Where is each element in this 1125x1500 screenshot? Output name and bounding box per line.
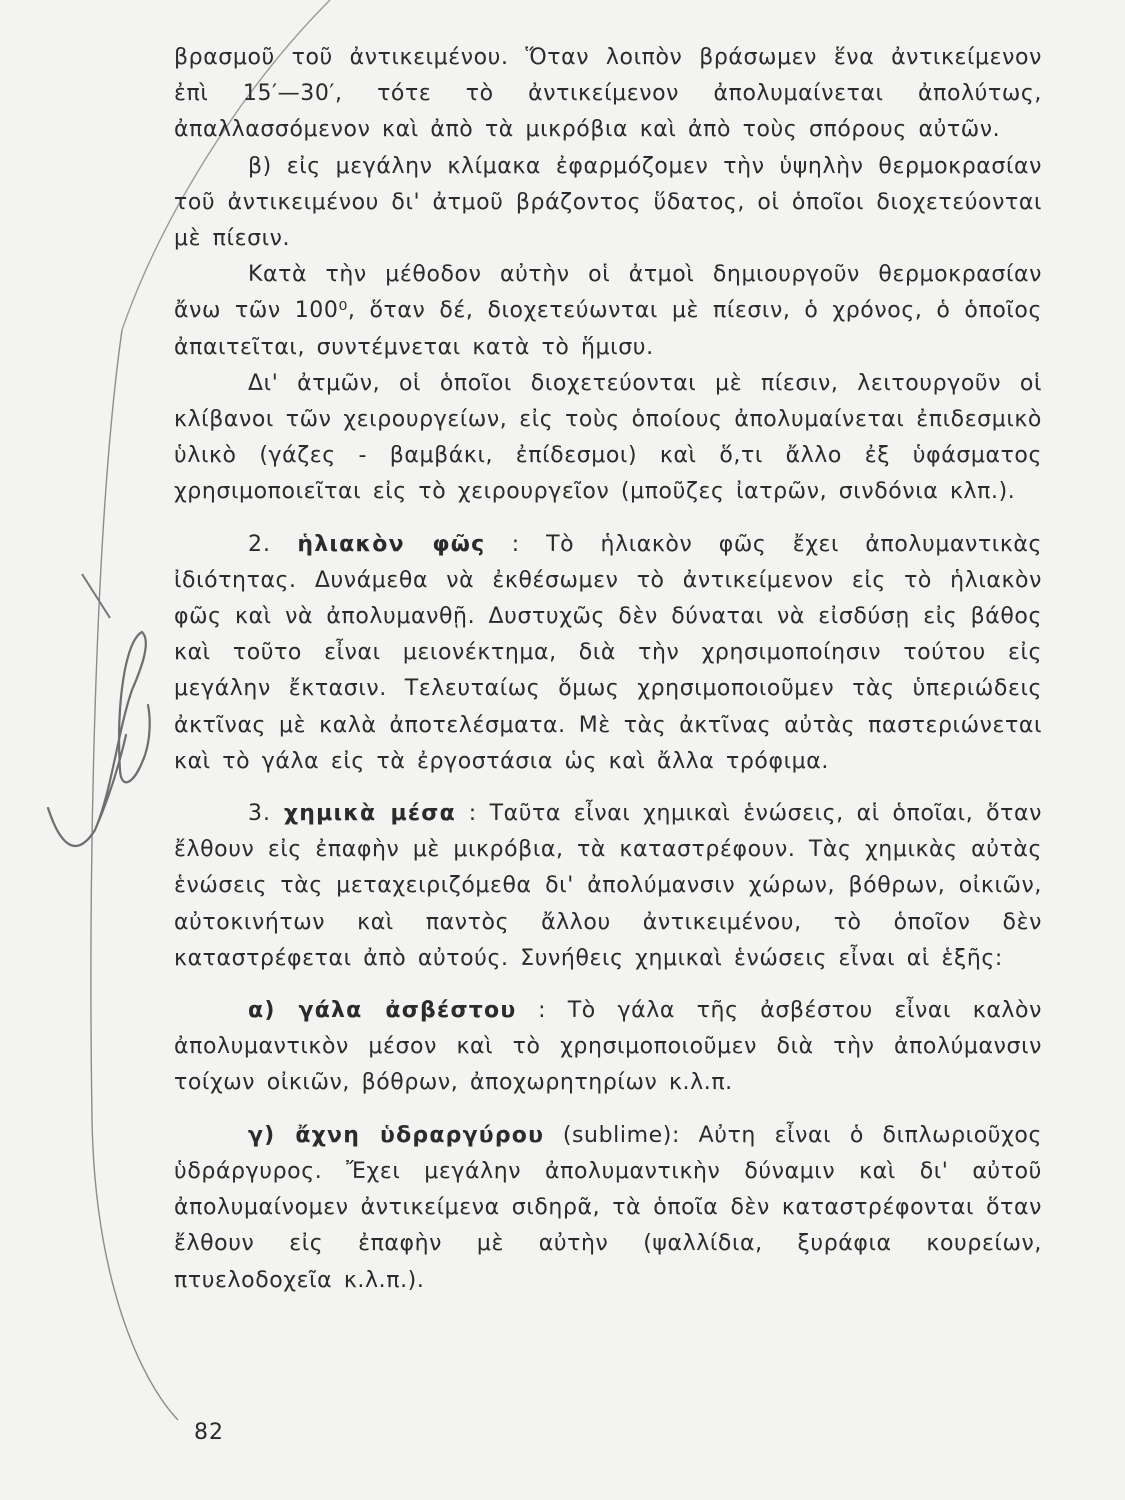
subsection-text-mercury: (sublime): Αὐτη εἶναι ὁ διπλωριοῦχος ὑδράργυρος. Ἔχει μεγάλην ἀπολυμαντικὴν δύναμιν καὶ δι' αὐτοῦ ἀπολυμαίνομεν ἀντικείμενα σιδηρᾶ, τὰ ὁποῖα δὲν καταστρέφονται ὅταν ἔλθουν εἰς ἐπαφὴν μὲ αὐτὴν (ψαλλίδια, ξυράφια κουρείων, πτυελοδοχεῖα κ.λ.π.). [174,1122,1042,1293]
paragraph-sunlight [174,527,1042,780]
section-number: 2. [248,531,271,557]
pencil-tick-mark [82,574,110,618]
subsection-term-lime-milk: α) γάλα ἀσβέστου [248,998,517,1024]
section-term-sunlight: ἡλιακὸν φῶς [297,531,486,557]
paragraph-mercury-sublime [174,1118,1042,1299]
pencil-handwriting-mark [48,632,150,846]
section-text-chemical: : Ταῦτα εἶναι χημικαὶ ἑνώσεις, αἱ ὁποῖαι, ὅταν ἔλθουν εἰς ἐπαφὴν μὲ μικρόβια, τὰ καταστρέφουν. Τὰς χημικὰς αὐτὰς ἑνώσεις τὰς μεταχειριζόμεθα δι' ἀπολύμανσιν χώρων, βόθρων, οἰκιῶν, αὐτοκινήτων καὶ παντὸς ἄλλου ἀντικειμένου, τὸ ὁποῖον δὲν καταστρέφεται ἀπὸ αὐτούς. Συνήθεις χημικαὶ ἑνώσεις εἶναι αἱ ἑξῆς: [174,801,1042,971]
paragraph-steam-method: Κατὰ τὴν μέθοδον αὐτὴν οἱ ἀτμοὶ δημιουργοῦν θερμοκρασίαν ἄνω τῶν 100⁰, ὅταν δέ, διοχετεύωνται μὲ πίεσιν, ὁ χρόνος, ὁ ὁποῖος ἀπαιτεῖται, συντέμνεται κατὰ τὸ ἥμισυ. [174,262,1042,360]
paragraph-chemical-means [174,796,1042,977]
section-term-chemical: χημικὰ μέσα [283,801,456,827]
subsection-term-mercury: γ) ἄχνη ὑδραργύρου [248,1122,545,1148]
section-number: 3. [248,801,271,827]
paragraph-steam-pressure: β) εἰς μεγάλην κλίμακα ἐφαρμόζομεν τὴν ὑψηλὴν θερμοκρασίαν τοῦ ἀντικειμένου δι' ἀτμοῦ βράζοντος ὕδατος, οἱ ὁποῖοι διοχετεύονται μὲ πίεσιν. [174,153,1042,252]
paragraph-lime-milk [174,993,1042,1102]
subsection-text-lime-milk: : Τὸ γάλα τῆς ἀσβέστου εἶναι καλὸν ἀπολυμαντικὸν μέσον καὶ τὸ χρησιμοποιοῦμεν διὰ τὴν ἀπολύμανσιν τοίχων οἰκιῶν, βόθρων, ἀποχωρητηρίων κ.λ.π. [174,998,1042,1096]
paragraph-surgical-autoclaves: Δι' ἀτμῶν, οἱ ὁποῖοι διοχετεύονται μὲ πίεσιν, λειτουργοῦν οἱ κλίβανοι τῶν χειρουργείων, εἰς τοὺς ὁποίους ἀπολυμαίνεται ἐπιδεσμικὸ ὑλικὸ (γάζες - βαμβάκι, ἐπίδεσμοι) καὶ ὅ,τι ἄλλο ἐξ ὑφάσματος χρησιμοποιεῖται εἰς τὸ χειρουργεῖον (μποῦζες ἰατρῶν, σινδόνια κλπ.). [174,370,1042,505]
section-text-sunlight: : Τὸ ἡλιακὸν φῶς ἔχει ἀπολυμαντικὰς ἰδιότητας. Δυνάμεθα νὰ ἐκθέσωμεν τὸ ἀντικείμενον εἰς τὸ ἡλιακὸν φῶς καὶ νὰ ἀπολυμανθῇ. Δυστυχῶς δὲν δύναται νὰ εἰσδύσῃ εἰς βάθος καὶ τοῦτο εἶναι μειονέκτημα, διὰ τὴν χρησιμοποίησιν τούτου εἰς μεγάλην ἔκτασιν. Τελευταίως ὅμως χρησιμοποιοῦμεν τὰς ὑπεριώδεις ἀκτῖνας μὲ καλὰ ἀποτελέσματα. Μὲ τὰς ἀκτῖνας αὐτὰς παστεριώνεται καὶ τὸ γάλα εἰς τὰ ἐργοστάσια ὡς καὶ ἄλλα τρόφιμα. [174,531,1043,774]
page-number: 82 [194,1420,224,1445]
body-text [174,40,1042,1299]
pencil-long-line [91,330,178,1420]
paragraph-sterilization-boiling: βρασμοῦ τοῦ ἀντικειμένου. Ὅταν λοιπὸν βράσωμεν ἕνα ἀντικείμενον ἐπὶ 15′—30′, τότε τὸ ἀντικείμενον ἀπολυμαίνεται ἀπολύτως, ἀπαλλασσόμενον καὶ ἀπὸ τὰ μικρόβια καὶ ἀπὸ τοὺς σπόρους αὐτῶν. [174,45,1042,143]
